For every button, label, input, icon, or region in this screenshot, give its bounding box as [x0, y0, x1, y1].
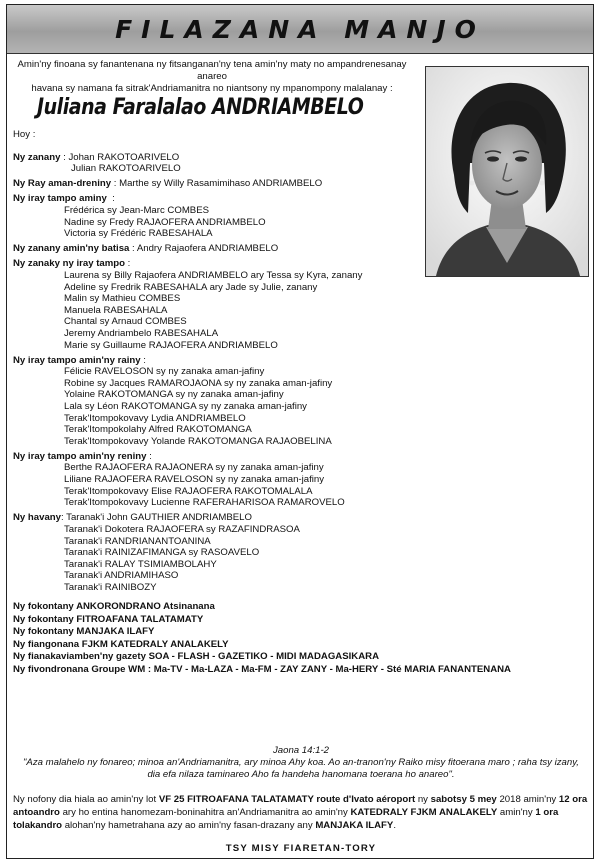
section-entry: Chantal sy Arnaud COMBES [64, 316, 187, 328]
section-separator: : [106, 193, 115, 205]
organization-list [13, 601, 589, 675]
section-separator: : [111, 178, 120, 190]
hoy-label: Hoy : [13, 129, 36, 140]
section-entry: Taranak'i Dokotera RAJAOFERA sy RAZAFINDRASOA [64, 523, 300, 535]
section-entry: Terak'Itompokolahy Alfred RAKOTOMANGA [64, 424, 252, 436]
section-entry: Terak'Itompokovavy Yolande RAKOTOMANGA RAJAOBELINA [64, 435, 332, 447]
section-heading [13, 193, 589, 205]
funeral-text: . [393, 819, 396, 831]
verse-reference: Jaona 14:1-2 [272, 745, 329, 756]
family-section [13, 193, 589, 239]
section-separator: : [124, 258, 131, 270]
family-section [13, 178, 589, 190]
family-section [13, 451, 589, 509]
section-entry: Victoria sy Frédéric RABESAHALA [64, 228, 213, 240]
section-entry: Johan RAKOTOARIVELO [68, 151, 180, 163]
funeral-text: alohan'ny hametrahana azy ao amin'ny fasan-drazany any [62, 819, 316, 831]
family-sections [13, 152, 589, 594]
section-heading [13, 243, 589, 255]
funeral-text: 2018 amin'ny [496, 794, 559, 805]
family-section [13, 243, 589, 255]
section-entry: Jeremy Andriambelo RABESAHALA [64, 327, 219, 339]
section-label: Ny havany [13, 512, 61, 524]
section-entry: Terak'Itompokovavy Elise RAJAOFERA RAKOTOMALALA [64, 485, 313, 497]
section-heading [13, 512, 589, 524]
family-section [13, 355, 589, 448]
section-separator: : [129, 243, 137, 255]
section-entry: Marthe sy Willy Rasamimihaso ANDRIAMBELO [119, 178, 323, 190]
section-entry: Marie sy Guillaume RAJAOFERA ANDRIAMBELO [64, 339, 278, 351]
organization-line: Ny fokontany MANJAKA ILAFY [13, 626, 155, 638]
section-heading [13, 355, 589, 367]
funeral-text: ny [415, 794, 431, 805]
organization-line: Ny fokontany ANKORONDRANO Atsinanana [13, 601, 215, 613]
intro-line: havana sy namana fa sitrak'Andriamanitra no niantsony ny mpanompony malalanay : [31, 83, 393, 94]
section-entry: Nadine sy Fredy RAJAOFERA ANDRIAMBELO [64, 216, 266, 228]
section-entry: Yolaine RAKOTOMANGA sy ny zanaka aman-jafiny [64, 389, 284, 401]
intro-line: Amin'ny finoana sy fanantenana ny fitsanganan'ny tena amin'ny maty no ampandrenesanay anareo [17, 59, 407, 82]
verse-line: "Aza malahelo ny fonareo; minoa an'Andriamanitra, ary minoa Ahy koa. Ao an-tranon'ny Raiko misy fitoerana maro ; raha tsy izany, [23, 756, 579, 768]
section-entry: Taranak'i RAINIBOZY [64, 581, 157, 593]
section-separator: : [140, 354, 146, 366]
section-entry: Adeline sy Fredrik RABESAHALA ary Jade sy Julie, zanany [64, 281, 318, 293]
section-entry: Liliane RAJAOFERA RAVELOSON sy ny zanaka aman-jafiny [64, 474, 325, 486]
section-entry: Taranak'i RANDRIANANTOANINA [64, 535, 211, 547]
deceased-name: Juliana Faralalao ANDRIAMBELO [37, 95, 364, 120]
section-entry: Terak'Itompokovavy Lucienne RAFERAHARISOA RAMAROVELO [64, 497, 345, 509]
section-entry: Taranak'i ANDRIAMIHASO [64, 570, 179, 582]
section-entry: Manuela RABESAHALA [64, 304, 168, 316]
section-heading [13, 451, 589, 463]
family-section [13, 152, 589, 175]
section-entry: Robine sy Jacques RAMAROJAONA sy ny zanaka aman-jafiny [64, 377, 333, 389]
section-entry: Julian RAKOTOARIVELO [71, 163, 181, 175]
section-separator: : [60, 151, 69, 163]
burial-place: MANJAKA ILAFY [315, 819, 394, 831]
section-heading [13, 258, 589, 270]
funeral-text: ary ho entina hanomezam-boninahitra an'Andriamanitra ao amin'ny [59, 806, 351, 818]
organization-line: Ny fiangonana FJKM KATEDRALY ANALAKELY [13, 638, 229, 650]
section-entry: Félicie RAVELOSON sy ny zanaka aman-jafiny [64, 366, 265, 378]
section-heading [13, 178, 589, 190]
bible-verse [7, 745, 595, 780]
section-separator: : [61, 512, 67, 524]
section-heading [13, 152, 589, 164]
section-entry: Berthe RAJAOFERA RAJAONERA sy ny zanaka aman-jafiny [64, 462, 324, 474]
funeral-time: 12 ora antoandro [13, 794, 588, 818]
section-entry: Taranak'i RALAY TSIMIAMBOLAHY [64, 558, 217, 570]
section-entry: Malin sy Mathieu COMBES [64, 293, 181, 305]
section-label: Ny zanany [13, 151, 61, 163]
organization-line: Ny fianakaviamben'ny gazety SOA - FLASH - GAZETIKO - MIDI MADAGASIKARA [13, 651, 379, 663]
notice-body [13, 129, 589, 676]
funeral-details [13, 794, 593, 832]
section-entry: Taranak'i John GAUTHIER ANDRIAMBELO [66, 512, 252, 524]
section-entry: Frédérica sy Jean-Marc COMBES [64, 204, 210, 216]
section-entry: Terak'Itompokovavy Lydia ANDRIAMBELO [64, 412, 246, 424]
organization-line: Ny fokontany FITROAFANA TALATAMATY [13, 613, 204, 625]
section-label: Ny iray tampo amin'ny rainy [13, 354, 141, 366]
section-label: Ny iray tampo aminy [13, 193, 107, 205]
closing-line: TSY MISY FIARETAN-TORY [225, 843, 377, 854]
section-entry: Laurena sy Billy Rajaofera ANDRIAMBELO ary Tessa sy Kyra, zanany [64, 269, 363, 281]
funeral-text: Ny nofony dia hiala ao amin'ny lot [13, 794, 159, 805]
section-label: Ny zanaky ny iray tampo [13, 258, 125, 270]
organization-line: Ny fivondronana Groupe WM : Ma-TV - Ma-LAZA - Ma-FM - ZAY ZANY - Ma-HERY - Sté MARIA FANANTENANA [13, 663, 511, 675]
notice-header [7, 5, 593, 54]
funeral-location: VF 25 FITROAFANA TALATAMATY route d'Ivato aéroport [158, 794, 416, 805]
section-label: Ny zanany amin'ny batisa [13, 243, 130, 255]
intro-text [7, 59, 417, 95]
funeral-text: amin'ny [497, 806, 536, 818]
funeral-date: sabotsy 5 mey [430, 794, 497, 805]
section-label: Ny iray tampo amin'ny reniny [13, 450, 147, 462]
section-separator: : [146, 450, 152, 462]
section-entry: Taranak'i RAINIZAFIMANGA sy RASOAVELO [64, 547, 260, 559]
section-entry: Lala sy Léon RAKOTOMANGA sy ny zanaka aman-jafiny [64, 400, 307, 412]
section-label: Ny Ray aman-dreniny [13, 178, 112, 190]
service-time: 1 ora tolakandro [13, 806, 559, 831]
verse-line: dia efa nilaza taminareo Aho fa handeha hanomana toerana ho anareo". [147, 768, 455, 780]
obituary-notice [6, 4, 594, 859]
section-entry: Andry Rajaofera ANDRIAMBELO [136, 243, 279, 255]
family-section [13, 512, 589, 593]
notice-title: FILAZANA MANJO [115, 14, 485, 44]
family-section [13, 258, 589, 351]
church-name: KATEDRALY FJKM ANALAKELY [350, 806, 498, 818]
